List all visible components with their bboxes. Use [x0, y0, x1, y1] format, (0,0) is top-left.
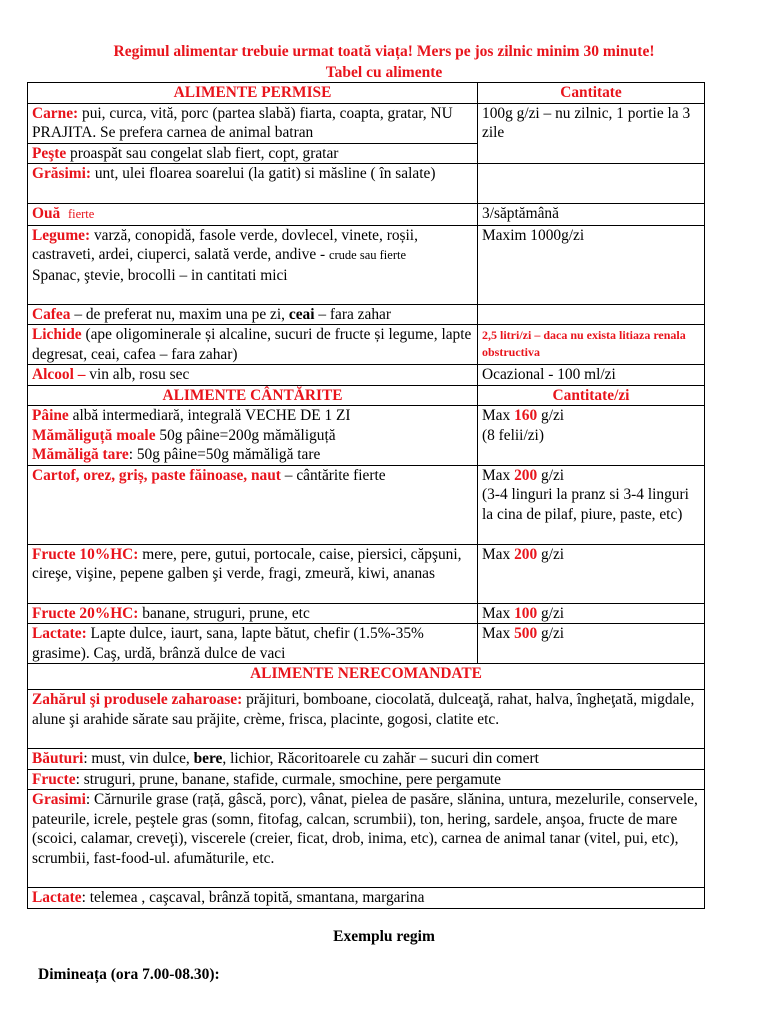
- food-description: : struguri, prune, banane, stafide, curmale, smochine, pere pergamute: [75, 770, 501, 788]
- food-table: [27, 82, 705, 909]
- quantity-cell: Max 200 g/zi (3-4 linguri la pranz si 3-4 linguri la cina de pilaf, piure, paste, etc): [478, 465, 705, 544]
- food-extra: Spanac, ştevie, brocolli – in cantitati mici: [32, 266, 288, 284]
- food-description: banane, struguri, prune, etc: [138, 604, 310, 622]
- food-description: Lapte dulce, iaurt, sana, lapte bătut, chefir (1.5%-35% grasime). Caş, urdă, brânză dulce de vaci: [32, 625, 424, 662]
- food-description: vin alb, rosu sec: [85, 366, 190, 383]
- section-header-permitted: [28, 83, 705, 104]
- food-name: Cartof, orez, griș, paste făinoase, naut: [32, 466, 281, 484]
- table-row-lichide: [28, 325, 705, 365]
- table-row-cafea: Cafea – de preferat nu, maxim una pe zi, ceai – fara zahar: [28, 304, 705, 325]
- section-title: ALIMENTE NERECOMANDATE: [28, 664, 705, 690]
- food-description: pui, curca, vită, porc (partea slabă) fiarta, coapta, gratar, NU PRAJITA. Se prefera carnea de animal batran: [32, 104, 453, 141]
- table-row-oua: [28, 204, 705, 226]
- quantity-cell: 100g g/zi – nu zilnic, 1 portie la 3 zile: [478, 103, 705, 164]
- food-name: Grăsimi:: [32, 165, 91, 182]
- quantity-cell: Max 160 g/zi (8 felii/zi): [478, 406, 705, 466]
- table-row-bauturi: Băuturi: must, vin dulce, bere, lichior, Răcoritoarele cu zahăr – sucuri din comert: [28, 749, 705, 770]
- food-description: : Cărnurile grase (rață, gâscă, porc), vânat, pielea de pasăre, slănina, untura, mezelurile, conservele, pateurile, icrele, peştele gras (somn, fitofag, calcan, scrumbii), ton, hering, sardele, anşoa, fructe de mare (scoici, calamar, creveţi), viscerele (creier, ficat, drob, inima, etc), carnea de animal tanar (vitel, pui, etc), scrumbii, fast-food-ul. afumăturile, etc.: [32, 791, 698, 867]
- table-row-cartof: [28, 465, 705, 544]
- section-header-weighed: [28, 385, 705, 406]
- table-row-fructe: [28, 769, 705, 790]
- food-name: Lactate: [32, 889, 82, 906]
- table-row-zahar: [28, 690, 705, 749]
- quantity-cell: Maxim 1000g/zi: [478, 225, 705, 304]
- food-description: varză, conopidă, fasole verde, dovlecel, vinete, roșii, castraveti, ardei, ciuperci, salată verde, andive -: [32, 226, 418, 263]
- food-name: Fructe 10%HC:: [32, 545, 139, 563]
- food-name: Cafea: [32, 305, 71, 323]
- table-row-fructe20: [28, 603, 705, 624]
- food-name: Carne:: [32, 104, 79, 122]
- quantity-cell: Ocazional - 100 ml/zi: [478, 365, 705, 386]
- morning-heading: Dimineața (ora 7.00-08.30):: [38, 966, 220, 983]
- quantity-cell: [478, 164, 705, 204]
- food-name: Grasimi: [32, 791, 86, 808]
- food-description: unt, ulei floarea soarelui (la gatit) si măsline ( în salate): [91, 165, 436, 182]
- section-header-not-recommended: [28, 664, 705, 690]
- section-title: ALIMENTE PERMISE: [28, 83, 478, 104]
- table-row-lactate: [28, 624, 705, 664]
- table-row-legume: [28, 225, 705, 304]
- food-name: Lichide: [32, 326, 82, 343]
- quantity-header: Cantitate/zi: [478, 385, 705, 406]
- table-row-carne: [28, 103, 705, 143]
- food-description: mere, pere, gutui, portocale, caise, piersici, căpşuni, cireşe, vişine, pepene galben şi verde, fragi, zmeură, kiwi, ananas: [32, 545, 462, 582]
- food-name: Zahărul şi produsele zaharoase:: [32, 691, 243, 708]
- diet-banner: Regimul alimentar trebuie urmat toată viața! Mers pe jos zilnic minim 30 minute!: [113, 43, 655, 60]
- food-name: Alcool –: [32, 366, 86, 383]
- quantity-cell: 3/săptămână: [478, 204, 705, 226]
- food-description: – cântărite fierte: [280, 466, 386, 484]
- food-description: (ape oligominerale și alcaline, sucuri de fructe și legume, lapte degresat, ceai, cafea – fara zahar): [32, 326, 472, 363]
- food-name: Fructe: [32, 770, 76, 788]
- quantity-header: Cantitate: [478, 83, 705, 104]
- food-name: Peşte: [32, 144, 67, 162]
- table-row-fructe10: [28, 544, 705, 603]
- food-name: Fructe 20%HC:: [32, 604, 139, 622]
- quantity-cell: Max 500 g/zi: [478, 624, 705, 664]
- food-description: fierte: [67, 207, 95, 221]
- quantity-cell: 2,5 litri/zi – daca nu exista litiaza renala obstructiva: [478, 325, 705, 365]
- food-name: Băuturi: [32, 750, 84, 767]
- table-row-alcool: [28, 365, 705, 386]
- table-title: Tabel cu alimente: [325, 64, 443, 81]
- table-row-lactate-nerecomandate: [28, 888, 705, 909]
- table-row-grasimi: [28, 164, 705, 204]
- quantity-cell: Max 100 g/zi: [478, 603, 705, 624]
- section-title: ALIMENTE CÂNTĂRITE: [28, 385, 478, 406]
- table-row-grasimi-nerecomandate: [28, 790, 705, 888]
- food-note: crude sau fierte: [328, 248, 407, 262]
- example-title: Exemplu regim: [333, 928, 435, 945]
- quantity-cell: Max 200 g/zi: [478, 544, 705, 603]
- food-description: : telemea , caşcaval, brânză topită, smantana, margarina: [81, 889, 425, 906]
- food-name: Lactate:: [32, 625, 87, 642]
- quantity-cell: [478, 304, 705, 325]
- table-row-paine: Pâine albă intermediară, integrală VECHE DE 1 ZI Mămăliguță moale 50g pâine=200g mămăliguță Mămăligă tare: 50g pâine=50g mămăligă tare Max 160 g/zi (8 felii/zi): [28, 406, 705, 466]
- food-description: proaspăt sau congelat slab fiert, copt, gratar: [66, 144, 339, 162]
- food-name: Legume:: [32, 226, 91, 244]
- food-description: prăjituri, bomboane, ciocolată, dulceaţă, rahat, halva, îngheţată, migdale, alune şi arahide sărate sau prăjite, crème, frisca, placinte, gogosi, clatite etc.: [32, 691, 695, 728]
- food-name: Ouă: [32, 205, 61, 222]
